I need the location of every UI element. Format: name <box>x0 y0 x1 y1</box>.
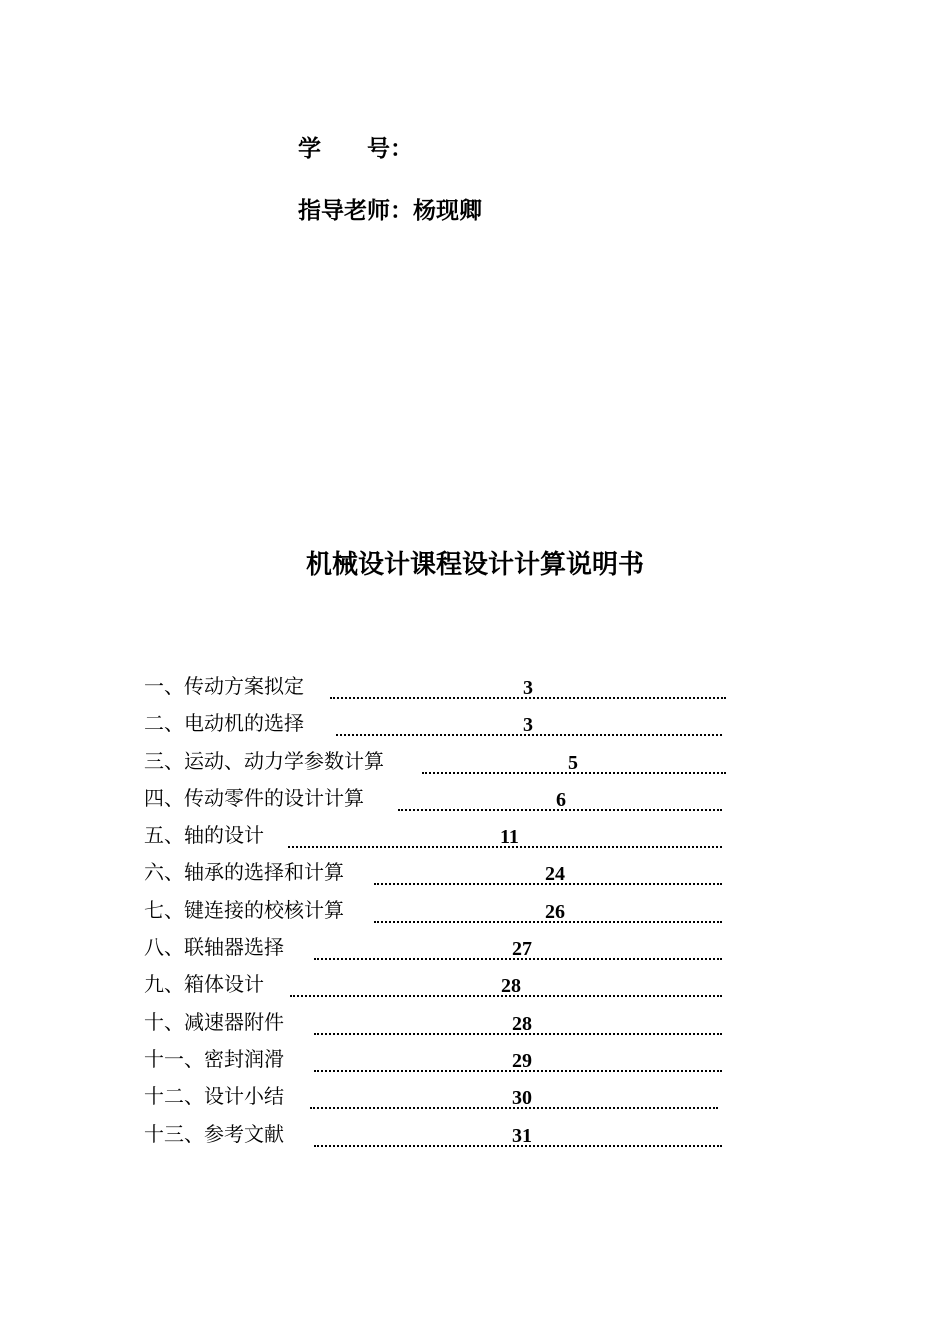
toc-entry[interactable] <box>144 931 744 968</box>
toc-entry-page: 26 <box>545 900 565 923</box>
toc-entry[interactable] <box>144 1043 744 1080</box>
toc-entry[interactable] <box>144 819 744 856</box>
student-id-line <box>298 134 413 164</box>
document-title: 机械设计课程设计计算说明书 <box>305 550 644 580</box>
toc-entry-page: 11 <box>500 826 519 849</box>
toc-entry-label: 六、轴承的选择和计算 <box>144 860 344 885</box>
toc-entry-label: 十二、设计小结 <box>144 1084 284 1109</box>
toc-entry-label: 十一、密封润滑 <box>144 1046 284 1071</box>
toc-entry-page: 24 <box>545 863 565 886</box>
teacher-label: 指导老师： <box>298 198 413 224</box>
toc-entry-page: 29 <box>512 1049 532 1072</box>
toc-entry-page: 28 <box>512 1012 532 1035</box>
toc-entry-page: 3 <box>523 677 533 699</box>
toc-entry-page: 6 <box>556 788 566 811</box>
toc-entry-label: 十、减速器附件 <box>144 1009 284 1034</box>
toc-entry[interactable] <box>144 782 744 819</box>
table-of-contents <box>144 670 744 1155</box>
toc-entry[interactable] <box>144 670 744 707</box>
toc-entry-page: 31 <box>512 1124 532 1147</box>
toc-entry-page: 3 <box>523 714 533 737</box>
toc-entry[interactable] <box>144 707 744 744</box>
toc-entry-label: 三、运动、动力学参数计算 <box>144 748 384 773</box>
toc-entry-label: 八、联轴器选择 <box>144 935 284 960</box>
toc-entry[interactable] <box>144 1006 744 1043</box>
toc-entry-label: 四、传动零件的设计计算 <box>144 785 364 810</box>
teacher-line <box>298 196 482 226</box>
toc-entry-page: 28 <box>501 975 521 998</box>
toc-entry[interactable] <box>144 856 744 893</box>
toc-entry-label: 一、传动方案拟定 <box>144 674 304 698</box>
toc-entry-page: 27 <box>512 938 532 961</box>
toc-entry[interactable] <box>144 1118 744 1155</box>
toc-entry-label: 七、键连接的校核计算 <box>144 897 344 922</box>
student-id-label: 学 号： <box>298 136 413 162</box>
toc-entry-label: 五、轴的设计 <box>144 823 264 848</box>
teacher-name: 杨现卿 <box>413 198 482 224</box>
toc-entry[interactable] <box>144 745 744 782</box>
toc-entry-label: 二、电动机的选择 <box>144 711 304 736</box>
toc-entry-page: 30 <box>512 1087 532 1110</box>
toc-entry[interactable] <box>144 968 744 1005</box>
toc-entry-page: 5 <box>568 751 578 774</box>
toc-entry-label: 九、箱体设计 <box>144 972 264 997</box>
toc-entry[interactable] <box>144 1080 744 1117</box>
toc-entry[interactable] <box>144 894 744 931</box>
toc-entry-label: 十三、参考文献 <box>144 1121 284 1146</box>
